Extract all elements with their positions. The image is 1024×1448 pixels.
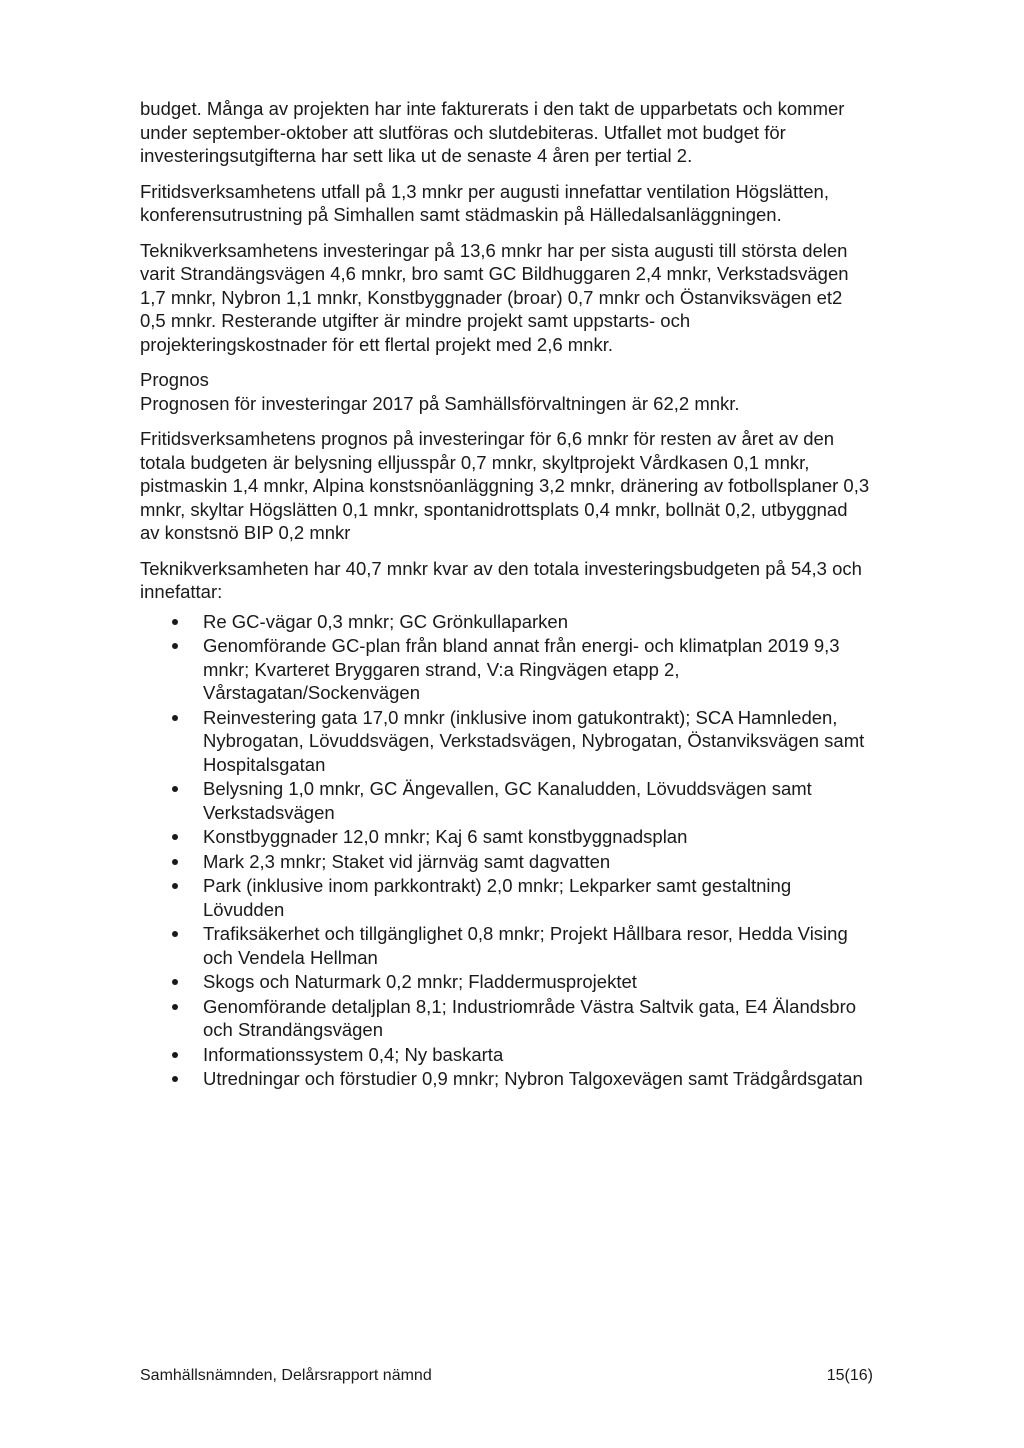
list-item-text: Belysning 1,0 mnkr, GC Ängevallen, GC Kanaludden, Lövuddsvägen samt Verkstadsvägen bbox=[203, 778, 812, 823]
paragraph-teknik-investeringar: Teknikverksamhetens investeringar på 13,6 mnkr har per sista augusti till största delen varit Strandängsvägen 4,6 mnkr, bro samt GC Bildhuggaren 2,4 mnkr, Verkstadsvägen 1,7 mnkr, Nybron 1,1 mnkr, Konstbyggnader (broar) 0,7 mnkr och Östanviksvägen et2 0,5 mnkr. Resterande utgifter är mindre projekt samt uppstarts- och projekteringskostnader för ett flertal projekt med 2,6 mnkr. bbox=[140, 239, 849, 355]
bullet-icon bbox=[172, 619, 178, 625]
list-item bbox=[140, 874, 870, 921]
bullet-icon bbox=[172, 1052, 178, 1058]
list-item bbox=[140, 825, 870, 849]
list-item-text: Mark 2,3 mnkr; Staket vid järnväg samt dagvatten bbox=[203, 850, 611, 872]
list-item bbox=[140, 1067, 870, 1091]
list-item bbox=[140, 1043, 870, 1067]
list-item-text: Park (inklusive inom parkkontrakt) 2,0 mnkr; Lekparker samt gestaltning Lövudden bbox=[203, 875, 792, 920]
paragraph-fritid-prognos: Fritidsverksamhetens prognos på investeringar för 6,6 mnkr för resten av året av den totala budgeten är belysning elljusspår 0,7 mnkr, skyltprojekt Vårdkasen 0,1 mnkr, pistmaskin 1,4 mnkr, Alpina konstsnöanläggning 3,2 mnkr, dränering av fotbollsplaner 0,3 mnkr, skyltar Högslätten 0,1 mnkr, spontanidrottsplats 0,4 mnkr, bollnät 0,2, utbyggnad av konstsnö BIP 0,2 mnkr bbox=[140, 428, 870, 543]
list-item bbox=[140, 610, 870, 634]
list-item bbox=[140, 922, 870, 969]
list-item-text: Genomförande GC-plan från bland annat från energi- och klimatplan 2019 9,3 mnkr; Kvarteret Bryggaren strand, V:a Ringvägen etapp 2, Vårstagatan/Sockenvägen bbox=[203, 635, 840, 703]
list-item-text: Trafiksäkerhet och tillgänglighet 0,8 mnkr; Projekt Hållbara resor, Hedda Vising och Vendela Hellman bbox=[203, 923, 848, 968]
paragraph-prognos-summary: Prognosen för investeringar 2017 på Samhällsförvaltningen är 62,2 mnkr. bbox=[140, 392, 740, 414]
list-item-text: Reinvestering gata 17,0 mnkr (inklusive inom gatukontrakt); SCA Hamnleden, Nybrogatan, Lövuddsvägen, Verkstadsvägen, Nybrogatan, Östanviksvägen samt Hospitalsgatan bbox=[203, 706, 865, 775]
list-item bbox=[140, 706, 870, 777]
list-item bbox=[140, 970, 870, 994]
bullet-icon bbox=[172, 979, 178, 985]
bullet-icon bbox=[172, 931, 178, 937]
list-item bbox=[140, 995, 870, 1042]
list-item bbox=[140, 777, 870, 824]
list-item-text: Informationssystem 0,4; Ny baskarta bbox=[203, 1043, 504, 1065]
bullet-icon bbox=[172, 715, 178, 721]
list-item-text: Genomförande detaljplan 8,1; Industriområde Västra Saltvik gata, E4 Älandsbro och Strandängsvägen bbox=[203, 995, 857, 1040]
bullet-icon bbox=[172, 834, 178, 840]
list-item-text: Utredningar och förstudier 0,9 mnkr; Nybron Talgoxevägen samt Trädgårdsgatan bbox=[203, 1068, 863, 1089]
bullet-icon bbox=[172, 1004, 178, 1010]
document-body bbox=[140, 97, 870, 1092]
list-item-text: Re GC-vägar 0,3 mnkr; GC Grönkullaparken bbox=[203, 610, 568, 632]
footer-document-title: Samhällsnämnden, Delårsrapport nämnd bbox=[140, 1367, 432, 1384]
bullet-icon bbox=[172, 1076, 178, 1082]
list-item-text: Konstbyggnader 12,0 mnkr; Kaj 6 samt konstbyggnadsplan bbox=[203, 826, 688, 847]
footer-page-number: 15(16) bbox=[826, 1367, 873, 1384]
list-item-text: Skogs och Naturmark 0,2 mnkr; Fladdermusprojektet bbox=[203, 971, 637, 992]
list-item bbox=[140, 850, 870, 874]
page-footer bbox=[140, 1366, 873, 1386]
investment-list bbox=[140, 610, 870, 1091]
list-item bbox=[140, 634, 870, 705]
paragraph-budget: budget. Många av projekten har inte fakturerats i den takt de upparbetats och kommer under september-oktober att slutföras och slutdebiteras. Utfallet mot budget för investeringsutgifterna har sett lika ut de senaste 4 åren per tertial 2. bbox=[140, 98, 845, 166]
section-heading-prognos: Prognos bbox=[140, 369, 209, 390]
bullet-icon bbox=[172, 859, 178, 865]
bullet-icon bbox=[172, 786, 178, 792]
paragraph-teknik-intro: Teknikverksamheten har 40,7 mnkr kvar av den totala investeringsbudgeten på 54,3 och innefattar: bbox=[140, 557, 862, 602]
bullet-icon bbox=[172, 643, 178, 649]
bullet-icon bbox=[172, 883, 178, 889]
paragraph-fritid-utfall: Fritidsverksamhetens utfall på 1,3 mnkr per augusti innefattar ventilation Högslätten, konferensutrustning på Simhallen samt städmaskin på Hälledalsanläggningen. bbox=[140, 180, 829, 225]
